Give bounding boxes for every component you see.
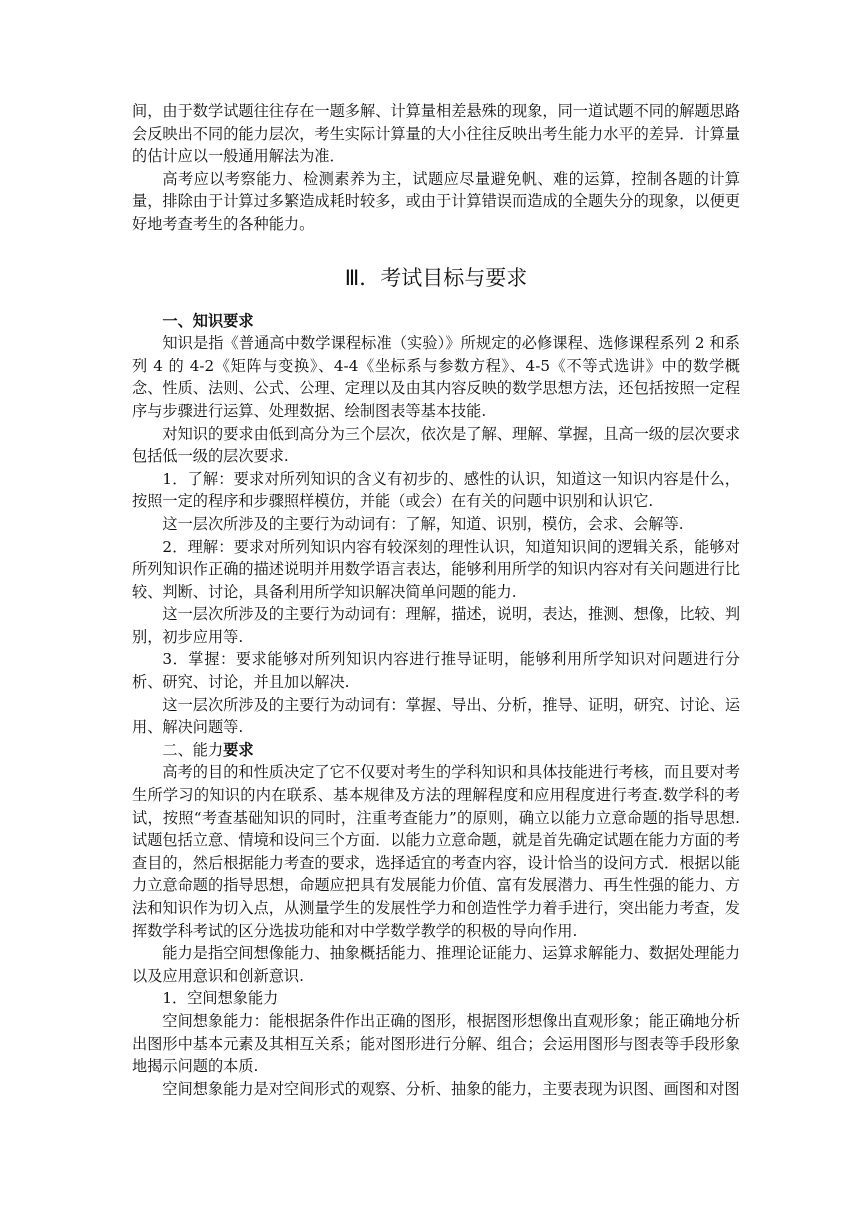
paragraph: 知识是指《普通高中数学课程标准（实验）》所规定的必修课程、选修课程系列 2 和系列 4 的 4-2《矩阵与变换》、4-4《坐标系与参数方程》、4-5《不等式选讲》中的数学概念、性质、法则、公式、公理、定理以及由其内容反映的数学思想方法，还包括按照一定程序与步骤进行运算、处理数据、绘制图表等基本技能. xyxy=(132,334,740,420)
subheading-spatial-imagination: 1．空间想象能力 xyxy=(162,989,279,1008)
paragraph: 这一层次所涉及的主要行为动词有：掌握、导出、分析，推导、证明，研究、讨论、运用、解决问题等. xyxy=(132,695,740,737)
paragraph: 这一层次所涉及的主要行为动词有：理解，描述，说明，表达，推测、想像，比较、判别，初步应用等. xyxy=(132,605,740,646)
paragraph: 空间想象能力是对空间形式的观察、分析、抽象的能力，主要表现为识图、画图和对图 xyxy=(162,1079,740,1098)
paragraph: 高考的目的和性质决定了它不仅要对考生的学科知识和具体技能进行考核，而且要对考生所学习的知识的内在联系、基本规律及方法的理解程度和应用程度进行考查.数学科的考试，按照“考查基础知识的同时，注重考查能力”的原则，确立以能力立意命题的指导思想.试题包括立意、情境和设问三个方面．以能力立意命题，就是首先确定试题在能力方面的考查目的，然后根据能力考查的要求，选择适宜的考查内容，设计恰当的设问方式．根据以能力立意命题的指导思想，命题应把具有发展能力价值、富有发展潜力、再生性强的能力、方法和知识作为切入点，从测量学生的发展性学力和创造性学力着手进行，突出能力考查，发挥数学科考试的区分选拔功能和对中学数学教学的积极的导向作用. xyxy=(132,763,740,940)
paragraph: 3．掌握：要求能够对所列知识内容进行推导证明，能够利用所学知识对问题进行分析、研究、讨论，并且加以解决. xyxy=(132,650,740,692)
paragraph: 1．了解：要求对所列知识的含义有初步的、感性的认识，知道这一知识内容是什么，按照一定的程序和步骤照样模仿，并能（或会）在有关的问题中识别和认识它. xyxy=(132,469,740,511)
heading-part: 二、能力 xyxy=(162,740,224,759)
heading-part-bold: 要求 xyxy=(223,740,254,759)
paragraph: 对知识的要求由低到高分为三个层次，依次是了解、理解、掌握，且高一级的层次要求包括低一级的层次要求. xyxy=(132,424,740,466)
heading-ability-requirements xyxy=(132,739,740,762)
section-title: Ⅲ．考试目标与要求 xyxy=(344,265,528,290)
paragraph: 能力是指空间想像能力、抽象概括能力、推理论证能力、运算求解能力、数据处理能力以及应用意识和创新意识. xyxy=(132,944,740,985)
paragraph: 空间想象能力：能根据条件作出正确的图形，根据图形想像出直观形象；能正确地分析出图形中基本元素及其相互关系；能对图形进行分解、组合；会运用图形与图表等手段形象地揭示问题的本质. xyxy=(132,1011,740,1076)
document-page xyxy=(132,100,740,1100)
paragraph: 2．理解：要求对所列知识内容有较深刻的理性认识，知道知识间的逻辑关系，能够对所列知识作正确的描述说明并用数学语言表达，能够利用所学的知识内容对有关问题进行比较、判断、讨论，具备利用所学知识解决简单问题的能力. xyxy=(132,537,740,601)
paragraph-continuation: 间，由于数学试题往往存在一题多解、计算量相差悬殊的现象，同一道试题不同的解题思路会反映出不同的能力层次，考生实际计算量的大小往往反映出考生能力水平的差异．计算量的估计应以一般通用解法为准． xyxy=(132,102,740,166)
heading-knowledge-requirements: 一、知识要求 xyxy=(162,311,254,330)
paragraph: 这一层次所涉及的主要行为动词有：了解，知道、识别，模仿，会求、会解等. xyxy=(162,514,684,533)
paragraph: 高考应以考察能力、检测素养为主，试题应尽量避免帆、难的运算，控制各题的计算量，排除由于计算过多繁造成耗时较多，或由于计算错误而造成的全题失分的现象，以便更好地考查考生的各种能力。 xyxy=(132,169,740,233)
